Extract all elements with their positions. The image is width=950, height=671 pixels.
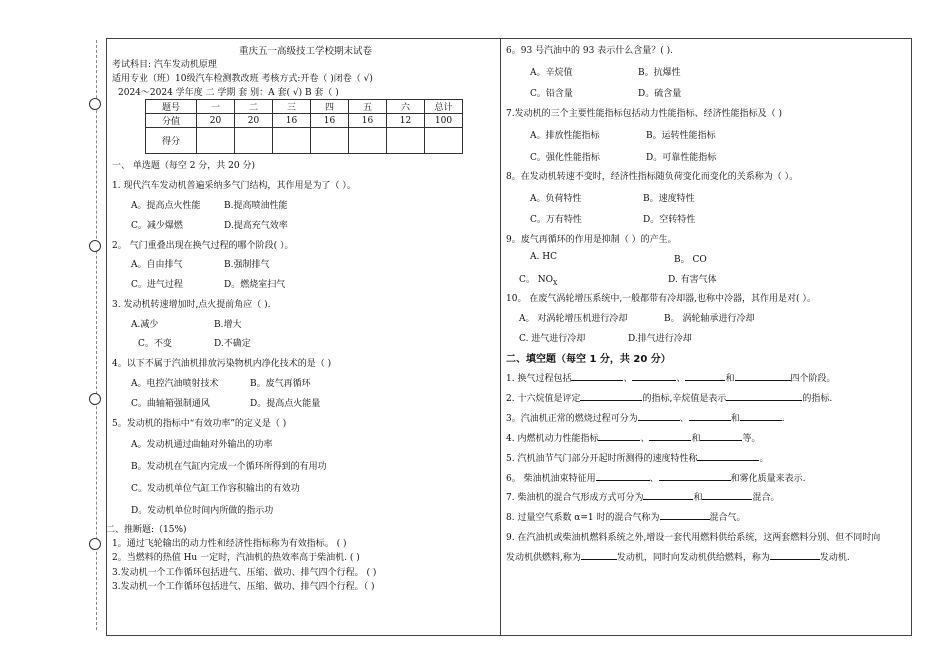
table-cell: 题号 [146, 100, 197, 114]
option: D。空转特性 [643, 215, 696, 225]
score-table [145, 99, 463, 154]
judge-heading: 二、推断题:（15%) [106, 525, 187, 535]
fill-item-3 [506, 411, 785, 424]
binding-hole-icon [89, 98, 101, 110]
option: D。硫含量 [638, 89, 682, 99]
judge-item: 1。通过飞轮输出的动力性和经济性指标称为有效指标。 ( ) [112, 539, 347, 549]
answer-blank[interactable] [726, 391, 802, 401]
option: B。速度特性 [643, 194, 695, 204]
option: C。万有特性 [530, 215, 582, 225]
answer-blank[interactable] [660, 510, 710, 520]
answer-blank[interactable] [632, 371, 676, 381]
option: D。提高点火能量 [250, 399, 321, 409]
option: A. HC [530, 252, 557, 262]
option: C。发动机单位气缸工作容积输出的有效功 [131, 484, 300, 494]
fill-item-7 [506, 490, 779, 503]
exam-term: 2024～2024 学年度 二 学期 套 别：A 套( √) B 套（ ) [118, 88, 339, 98]
binding-hole-icon [89, 538, 101, 550]
fill-item-2 [506, 391, 832, 404]
option-text: C。 NO [519, 275, 554, 285]
fill-text: 2. 十六烷值是评定 [506, 394, 581, 404]
fill-text: 和 [725, 374, 735, 384]
judge-item: 2。当燃料的热值 Hu 一定时，汽油机的热效率高于柴油机. ( ) [112, 553, 360, 563]
fill-text: 7. 柴油机的混合气形成方式可分为 [506, 493, 644, 503]
score-input-cell[interactable] [311, 128, 349, 154]
fill-text: . [781, 414, 785, 424]
option: D。可靠性能指标 [646, 153, 717, 163]
option: A。提高点火性能 [131, 201, 201, 211]
option: B。运转性能指标 [646, 131, 716, 141]
fill-text: 和 [691, 434, 701, 444]
fill-text: 发动机供燃料,称为 [506, 553, 581, 563]
option: C。不变 [138, 339, 172, 349]
fill-text: 5. 汽机油节气门部分开起时所测得的速度特性称 [506, 454, 698, 464]
fill-text: 8. 过量空气系数 α=1 时的混合气称为 [506, 513, 660, 523]
answer-blank[interactable] [596, 471, 650, 481]
fill-text: 、 [679, 414, 689, 424]
option: B。 CO [674, 255, 707, 265]
table-cell: 得分 [146, 128, 197, 154]
fill-text: 发动机. [819, 553, 850, 563]
option: C. 进气进行冷却 [519, 334, 586, 344]
table-cell: 20 [197, 114, 235, 128]
question-8: 8。在发动机转速不变时，经济性指标随负荷变化而变化的关系称为（ ）。 [506, 172, 799, 182]
table-cell: 一 [197, 100, 235, 114]
table-cell: 二 [235, 100, 273, 114]
judge-item: 3.发动机一个工作循环包括进气、压缩、做功、排气四个行程。（ ) [112, 582, 375, 592]
option: C。进气过程 [131, 280, 183, 290]
fill-item-1 [506, 371, 836, 384]
answer-blank[interactable] [697, 451, 759, 461]
table-row [146, 128, 463, 154]
question-2: 2。 气门重叠出现在换气过程的哪个阶段( ）。 [112, 241, 294, 251]
section1-heading: 一、 单选题（每空 2 分，共 20 分) [112, 161, 255, 171]
fill-text: 和 [730, 414, 740, 424]
table-cell: 20 [235, 114, 273, 128]
binding-hole-icon [89, 393, 101, 405]
fill-text: 的指标. [802, 394, 833, 404]
option: B。发动机在气缸内完成一个循环所得到的有用功 [131, 462, 327, 472]
question-9: 9。废气再循环的作用是抑制（ ）的产生。 [506, 235, 677, 245]
fill-text: 和雾化质量来表示. [730, 474, 806, 484]
table-cell: 分值 [146, 114, 197, 128]
fill-text: 1. 换气过程包括 [506, 374, 572, 384]
question-5: 5。发动机的指标中“有效功率”的定义是（ ) [112, 419, 287, 429]
answer-blank[interactable] [770, 550, 820, 560]
fill-text: 混合。 [752, 493, 780, 503]
option: D.排气进行冷却 [628, 334, 692, 344]
table-cell: 12 [387, 114, 425, 128]
table-cell: 四 [311, 100, 349, 114]
fill-item-5 [506, 451, 768, 464]
option: A。 对涡轮增压机进行冷却 [519, 314, 628, 324]
table-cell: 100 [425, 114, 463, 128]
question-10: 10。 在废气涡轮增压系统中,一般都带有冷却器,也称中冷器，其作用是对( ）。 [506, 294, 816, 304]
fill-item-4 [506, 431, 761, 444]
option: C。减少爆燃 [131, 221, 183, 231]
fill-text: 。 [759, 454, 769, 464]
option: D.不确定 [214, 339, 251, 349]
fill-text: 发动机，同时向发动机供给燃料，称为 [616, 553, 770, 563]
fill-text: 3。汽油机正常的燃烧过程可分为 [506, 414, 638, 424]
answer-blank[interactable] [598, 431, 640, 441]
answer-blank[interactable] [649, 431, 691, 441]
subscript: X [553, 279, 558, 287]
table-cell: 16 [349, 114, 387, 128]
answer-blank[interactable] [659, 471, 731, 481]
option: D. 有害气体 [668, 275, 717, 285]
fill-text: 等。 [742, 434, 761, 444]
fill-item-6 [506, 471, 805, 484]
fill-text: 、 [623, 374, 633, 384]
table-row [146, 114, 463, 128]
score-input-cell[interactable] [387, 128, 425, 154]
option: A。发动机通过曲轴对外输出的功率 [131, 440, 273, 450]
table-cell: 六 [387, 100, 425, 114]
fill-item-9: 9. 在汽油机或柴油机燃料系统之外,增设一套代用燃料供给系统，这两套燃料分别、但不同时向 [506, 533, 881, 543]
column-divider [500, 38, 501, 635]
fill-text: 4. 内燃机动力性能指标 [506, 434, 599, 444]
question-1: 1. 现代汽车发动机普遍采纳多气门结构，其作用是为了（ ）。 [112, 181, 356, 191]
option: A。自由排气 [131, 260, 183, 270]
fill-text: 的指标,辛烷值是表示 [642, 394, 727, 404]
answer-blank[interactable] [689, 411, 731, 421]
option: D.提高充气效率 [224, 221, 288, 231]
binding-hole-icon [89, 240, 101, 252]
answer-blank[interactable] [702, 490, 752, 500]
exam-subject: 考试科目: 汽车发动机原理 [112, 60, 217, 70]
option: D。发动机单位时间内所做的指示功 [131, 506, 274, 516]
question-4: 4。以下不属于汽油机排放污染物机内净化技术的是（ ) [112, 359, 332, 369]
option: B。废气再循环 [250, 379, 311, 389]
fill-text: 、 [676, 374, 686, 384]
score-input-cell[interactable] [235, 128, 273, 154]
option [519, 272, 557, 287]
table-cell: 五 [349, 100, 387, 114]
question-3: 3. 发动机转速增加时,点火提前角应（ ). [112, 300, 271, 310]
option: B。抗爆性 [638, 68, 681, 78]
fill-text: 6。 柴油机油束特征用 [506, 474, 596, 484]
option: C。强化性能指标 [530, 153, 600, 163]
option: A。排放性能指标 [530, 131, 600, 141]
option: B.增大 [214, 320, 242, 330]
score-input-cell[interactable] [273, 128, 311, 154]
fill-text: 四个阶段。 [790, 374, 836, 384]
answer-blank[interactable] [580, 391, 642, 401]
judge-item: 3.发动机一个工作循环包括进气、压缩、做功、排气四个行程。 ( ) [112, 568, 377, 578]
score-input-cell[interactable] [349, 128, 387, 154]
answer-blank[interactable] [735, 371, 791, 381]
option: B。 涡轮轴承进行冷却 [664, 314, 755, 324]
answer-blank[interactable] [643, 490, 693, 500]
answer-blank[interactable] [581, 550, 617, 560]
table-row [146, 100, 463, 114]
score-input-cell[interactable] [425, 128, 463, 154]
answer-blank[interactable] [685, 371, 725, 381]
table-cell: 三 [273, 100, 311, 114]
section2-heading: 二、填空题（每空 1 分，共 20 分） [506, 354, 671, 365]
question-7: 7.发动机的三个主要性能指标包括动力性能指标、经济性能指标及（ ) [506, 109, 782, 119]
option: D。燃烧室扫气 [224, 280, 286, 290]
fill-item-9-cont [506, 550, 850, 563]
table-cell: 总计 [425, 100, 463, 114]
answer-blank[interactable] [571, 371, 623, 381]
option: A。电控汽油喷射技术 [131, 379, 219, 389]
score-input-cell[interactable] [197, 128, 235, 154]
option: A。负荷特性 [530, 194, 582, 204]
answer-blank[interactable] [740, 411, 782, 421]
option: C。铅含量 [530, 89, 573, 99]
fill-text: 和 [693, 493, 703, 503]
fill-text: 混合气。 [709, 513, 746, 523]
fill-text: 、 [640, 434, 650, 444]
fill-item-8 [506, 510, 746, 523]
exam-title: 重庆五一高级技工学校期末试卷 [239, 46, 373, 57]
option: C。曲轴箱强制通风 [131, 399, 210, 409]
fill-text: 、 [649, 474, 659, 484]
question-6: 6。93 号汽油中的 93 表示什么含量？( ). [506, 46, 673, 56]
table-cell: 16 [311, 114, 349, 128]
option: B.提高喷油性能 [224, 201, 288, 211]
table-cell: 16 [273, 114, 311, 128]
answer-blank[interactable] [638, 411, 680, 421]
exam-major: 适用专业（班）10级汽车检测教改班 考核方式:开卷（ )闭卷（ √) [112, 74, 373, 84]
option: A。辛烷值 [530, 68, 573, 78]
option: B.强制排气 [224, 260, 270, 270]
answer-blank[interactable] [700, 431, 742, 441]
option: A.减少 [131, 320, 159, 330]
